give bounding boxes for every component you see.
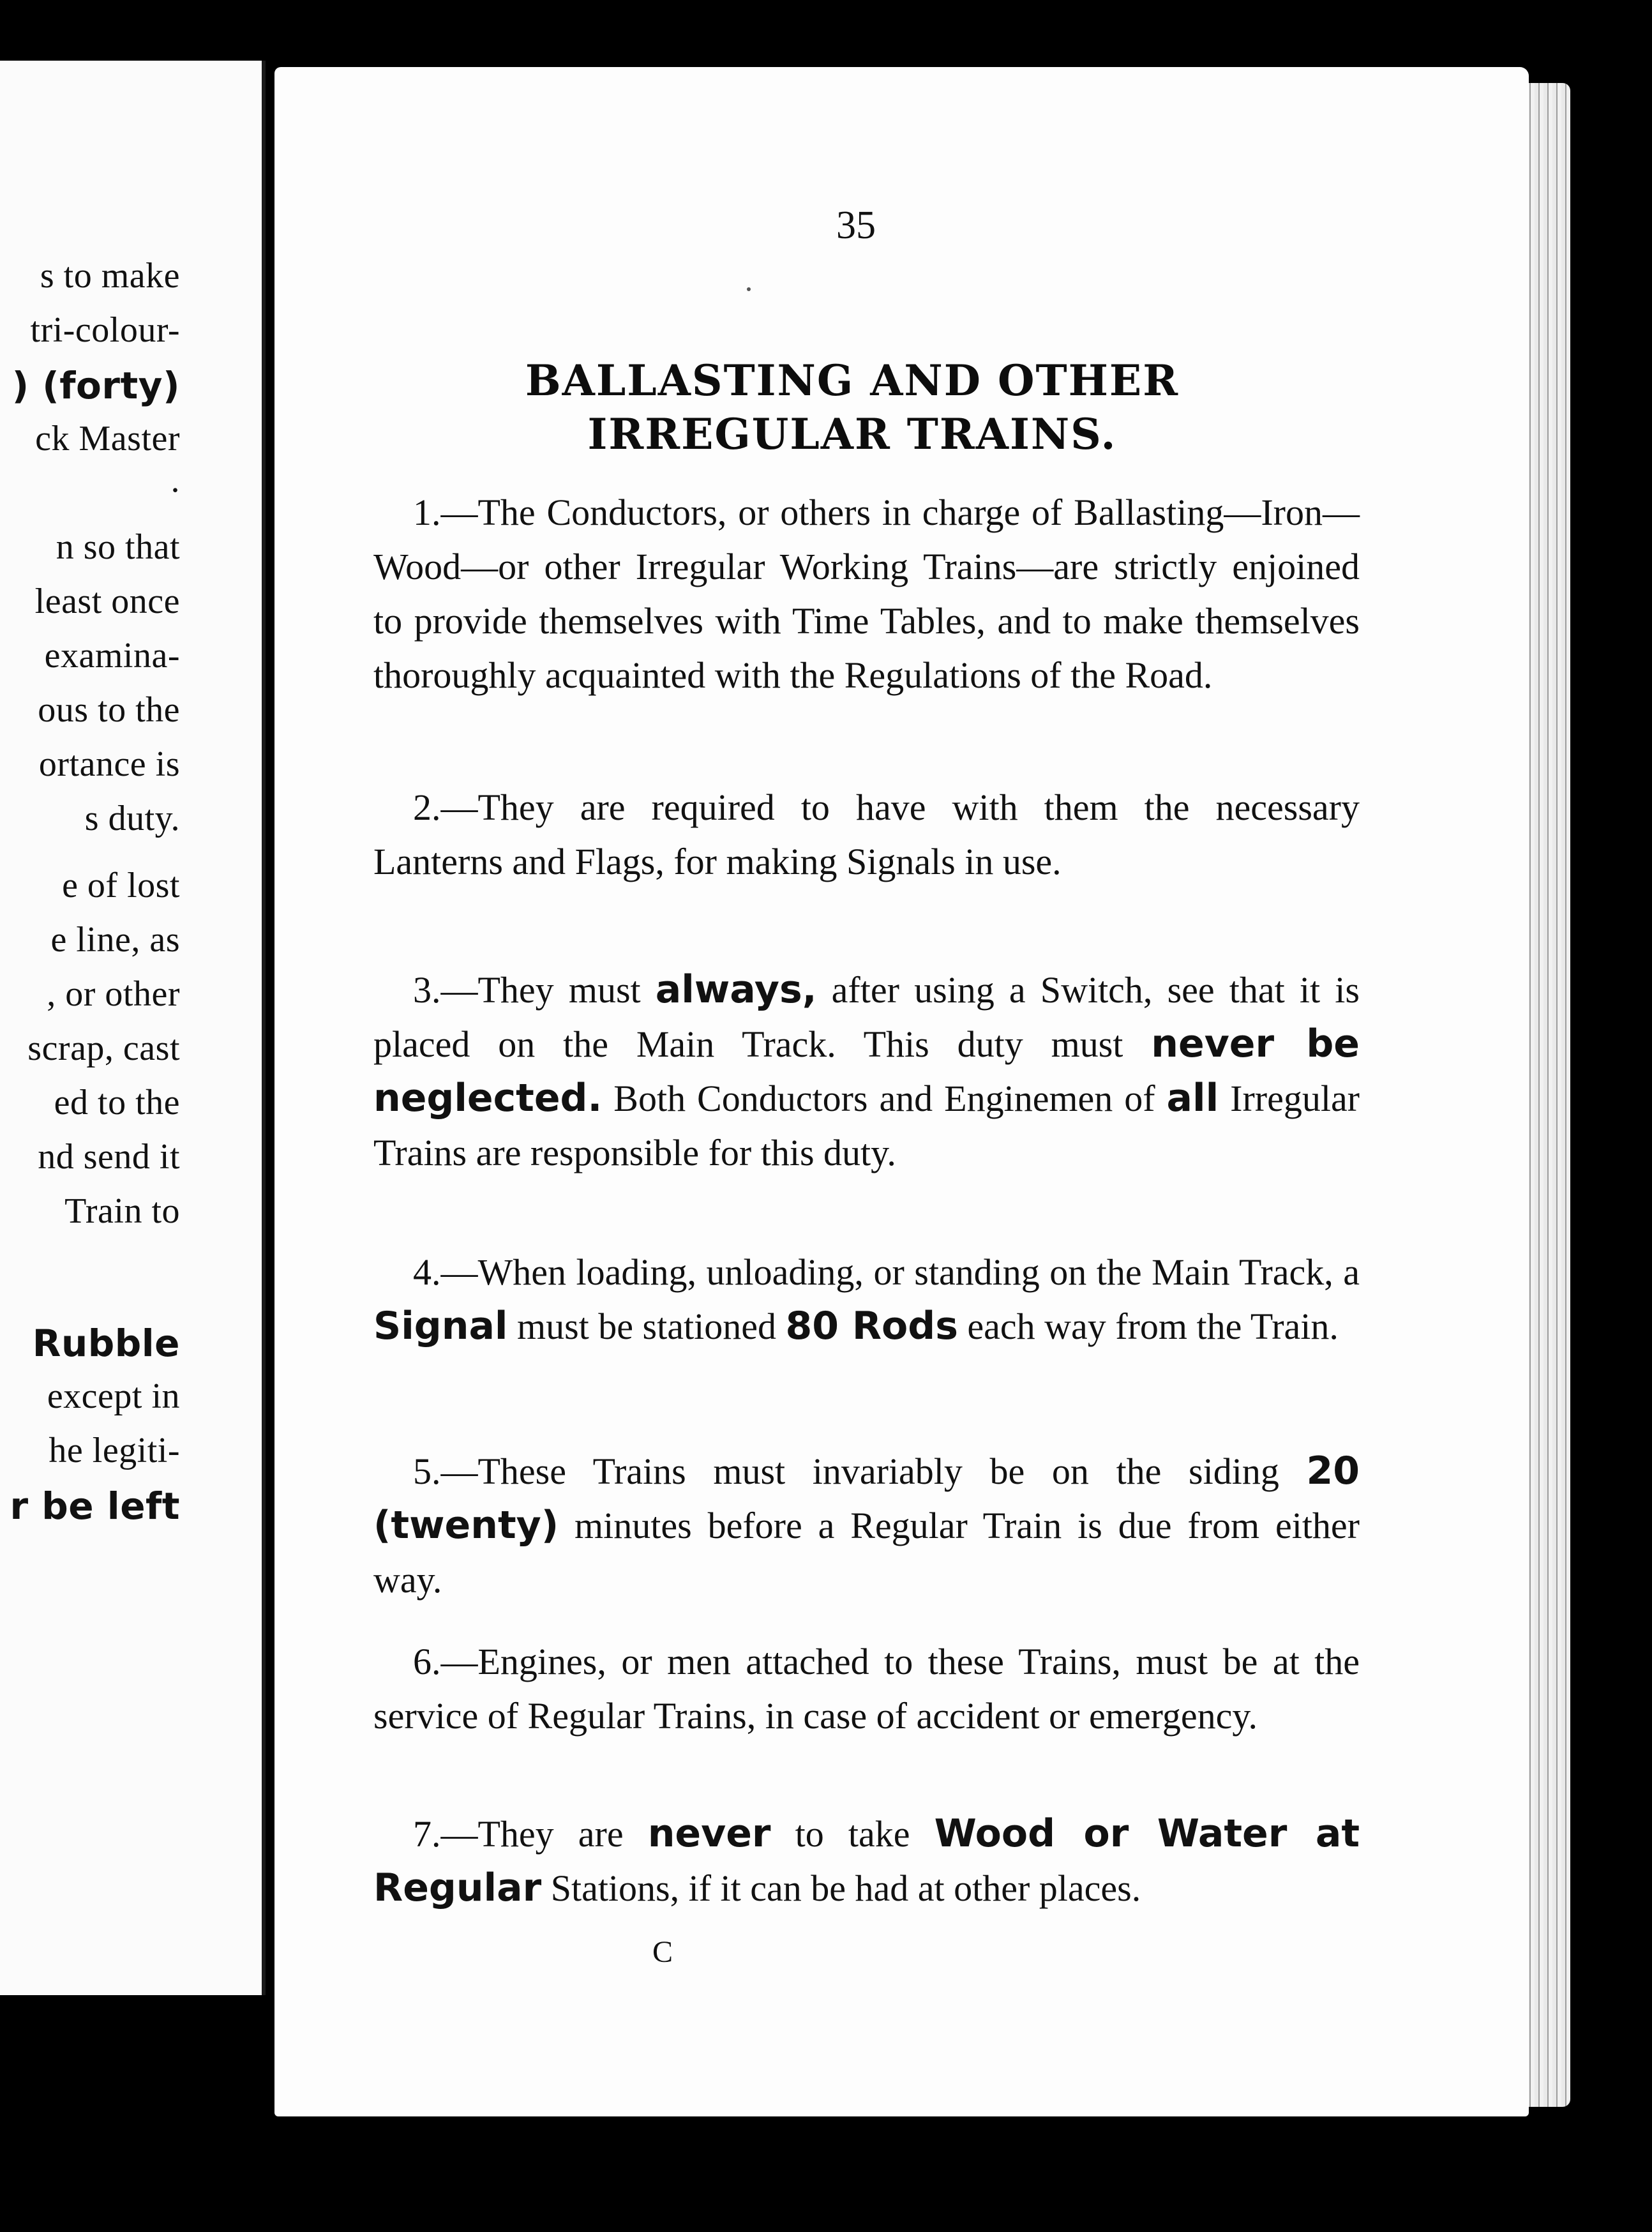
previous-page-line: tri-colour- xyxy=(30,310,180,350)
page-number: 35 xyxy=(836,204,876,247)
rule-text: They are xyxy=(477,1813,648,1855)
previous-page-line: , or other xyxy=(47,974,180,1014)
emphasis-all: all xyxy=(1166,1076,1219,1120)
emphasis-20-twenty: 20 (twenty) xyxy=(373,1449,1360,1548)
previous-page-line: Rubble xyxy=(32,1322,180,1365)
rule-text: each way from the Train. xyxy=(957,1306,1339,1347)
rule-4 xyxy=(373,1245,1360,1354)
ink-speck xyxy=(747,287,751,291)
rule-number: 6.— xyxy=(413,1641,478,1682)
rule-number: 5.— xyxy=(413,1451,478,1492)
emphasis-signal: Signal xyxy=(373,1304,508,1348)
section-title-line-1: BALLASTING AND OTHER xyxy=(525,356,1180,405)
rule-text: Both Conductors and Enginemen of xyxy=(602,1078,1167,1119)
rule-text: must be stationed xyxy=(507,1306,786,1347)
previous-page-line: ortance is xyxy=(38,744,180,784)
previous-page-line: s to make xyxy=(40,256,180,296)
rule-2 xyxy=(373,780,1360,889)
previous-page-line: n so that xyxy=(56,527,180,567)
previous-page-line: ed to the xyxy=(54,1083,180,1122)
rule-text: These Trains must invariably be on the siding xyxy=(477,1451,1307,1492)
rule-text: They must xyxy=(477,969,656,1011)
signature-mark: C xyxy=(652,1935,673,1969)
section-title-line-2: IRREGULAR TRAINS. xyxy=(587,409,1117,459)
rule-number: 1.— xyxy=(413,492,478,533)
rule-text: They are required to have with them the necessary Lanterns and Flags, for making Signals in use. xyxy=(373,787,1360,882)
rule-number: 3.— xyxy=(413,969,478,1011)
previous-page-line: scrap, cast xyxy=(27,1029,180,1068)
previous-page-line: least once xyxy=(34,582,180,621)
previous-page-line: Train to xyxy=(64,1191,180,1231)
rule-text: Engines, or men attached to these Trains, must be at the service of Regular Trains, in case of accident or emergency. xyxy=(373,1641,1360,1737)
rule-text: When loading, unloading, or standing on the Main Track, a xyxy=(477,1251,1360,1293)
rule-number: 2.— xyxy=(413,787,478,828)
previous-page xyxy=(0,61,266,1995)
previous-page-line: r be left xyxy=(10,1484,180,1528)
rule-text: after using a Switch, see that it is placed on the Main Track. This duty must xyxy=(373,969,1360,1065)
rule-number: 7.— xyxy=(413,1813,478,1855)
rule-text: Stations, if it can be had at other places. xyxy=(541,1867,1141,1909)
rule-3 xyxy=(373,963,1360,1180)
emphasis-always: always, xyxy=(655,967,817,1012)
previous-page-line: except in xyxy=(47,1376,180,1416)
rule-7 xyxy=(373,1807,1360,1915)
previous-page-line: ) (forty) xyxy=(11,364,180,407)
previous-page-line: e line, as xyxy=(50,920,180,960)
rule-text: Irregular Trains are responsible for this duty. xyxy=(373,1078,1360,1173)
emphasis-wood-or-water: Wood or Water at Regular xyxy=(373,1811,1360,1910)
rule-text: The Conductors, or others in charge of Ballasting—Iron—Wood—or other Irregular Working Trains—are strictly enjoined to provide themselves with Time Tables, and to make themselves thoroughly acquainted with the Regulations of the Road. xyxy=(373,492,1360,696)
previous-page-line: nd send it xyxy=(38,1137,180,1177)
rule-6 xyxy=(373,1634,1360,1743)
emphasis-80-rods: 80 Rods xyxy=(785,1304,958,1348)
rule-number: 4.— xyxy=(413,1251,478,1293)
rule-1 xyxy=(373,485,1360,702)
emphasis-never: never xyxy=(647,1811,771,1856)
previous-page-line: ck Master xyxy=(35,419,180,458)
previous-page-line: s duty. xyxy=(84,799,180,838)
rule-5 xyxy=(373,1444,1360,1607)
emphasis-never-neglected: never be neglected. xyxy=(373,1022,1360,1120)
page-edges xyxy=(1526,83,1570,2107)
rule-text: to take xyxy=(770,1813,935,1855)
previous-page-line: . xyxy=(170,460,180,500)
previous-page-line: examina- xyxy=(44,636,180,675)
previous-page-line: he legiti- xyxy=(49,1431,180,1470)
rule-text: minutes before a Regular Train is due from either way. xyxy=(373,1505,1360,1601)
previous-page-line: e of lost xyxy=(62,866,180,905)
previous-page-line: ous to the xyxy=(38,690,180,730)
